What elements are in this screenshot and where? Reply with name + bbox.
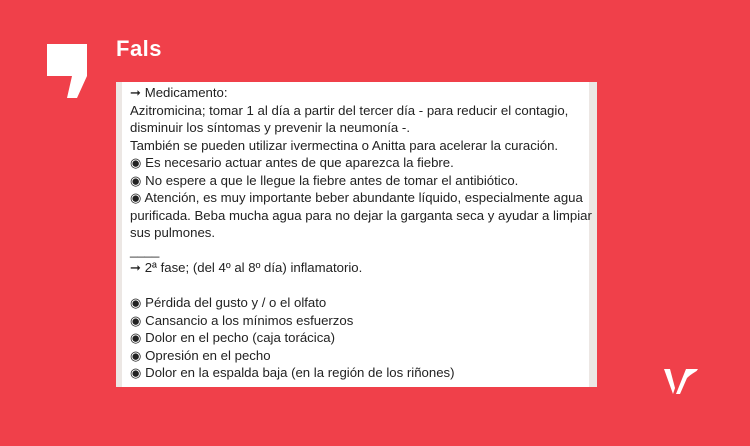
message-line: ◉ Opresión en el pecho <box>130 347 271 363</box>
message-line: ◉ Cansancio a los mínimos esfuerzos <box>130 312 354 328</box>
verdict-label: Fals <box>116 36 163 61</box>
message-line: sus pulmones. <box>130 225 216 240</box>
message-line: ➞ Medicamento: <box>130 85 228 100</box>
message-line: ◉ Pérdida del gusto y / o el olfato <box>130 295 327 310</box>
message-line: Azitromicina; tomar 1 al día a partir del tercer día - para reducir el contagio, <box>130 102 569 118</box>
quote-mark-icon <box>47 44 87 98</box>
message-line: purificada. Beba mucha agua para no dejar la garganta seca y ayudar a limpiar <box>130 207 592 223</box>
message-divider: ____ <box>130 242 160 258</box>
message-line: ◉ Es necesario actuar antes de que aparezca la fiebre. <box>130 155 454 170</box>
message-card <box>116 82 597 387</box>
message-line: ◉ Dolor en la espalda baja (en la región de los riñones) <box>130 365 455 380</box>
message-line: ◉ Atención, es muy importante beber abundante líquido, especialmente agua <box>130 190 583 205</box>
message-line: También se pueden utilizar ivermectina o Anitta para acelerar la curación. <box>130 137 559 153</box>
message-line: ◉ Dolor en el pecho (caja torácica) <box>130 330 336 345</box>
message-line: disminuir los síntomas y prevenir la neumonía -. <box>130 120 410 135</box>
message-line: ➞ 2ª fase; (del 4º al 8º día) inflamatorio. <box>130 260 363 275</box>
message-blank-line <box>130 277 589 295</box>
message-line: ◉ No espere a que le llegue la fiebre antes de tomar el antibiótico. <box>130 172 519 188</box>
brand-v-logo-icon <box>664 366 698 394</box>
